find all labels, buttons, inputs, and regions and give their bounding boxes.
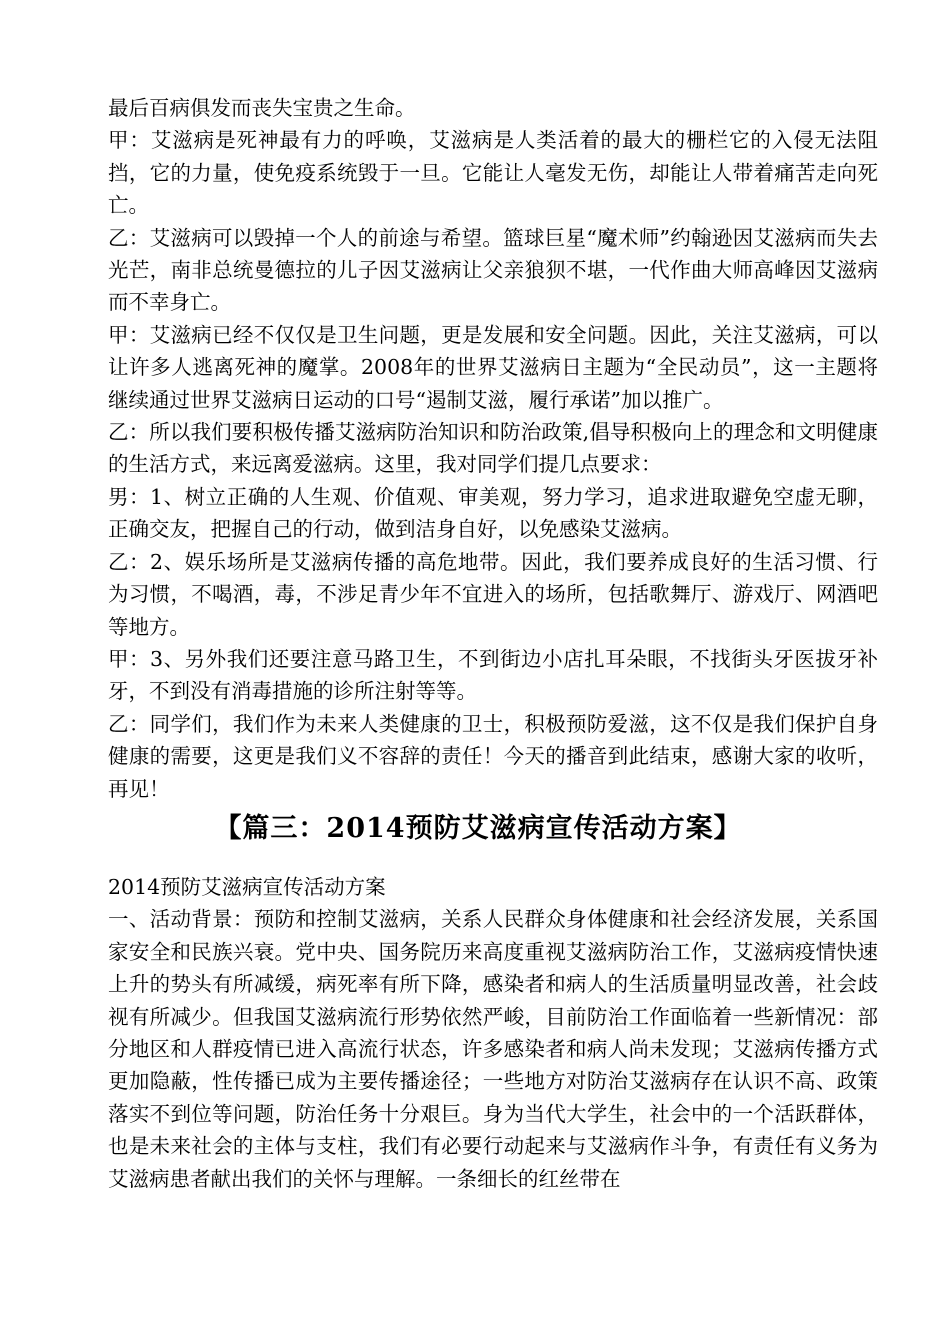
section-title: 【篇三：2014预防艾滋病宣传活动方案】 <box>214 813 742 844</box>
plan-section <box>108 871 878 1195</box>
paragraph: 乙：所以我们要积极传播艾滋病防治知识和防治政策,倡导积极向上的理念和文明健康的生活方式，来远离爱滋病。这里，我对同学们提几点要求： <box>108 420 878 477</box>
paragraph: 甲：艾滋病是死神最有力的呼唤，艾滋病是人类活着的最大的栅栏它的入侵无法阻挡，它的力量，使免疫系统毁于一旦。它能让人毫发无伤，却能让人带着痛苦走向死亡。 <box>108 128 878 218</box>
paragraph: 甲：艾滋病已经不仅仅是卫生问题，更是发展和安全问题。因此，关注艾滋病，可以让许多人逃离死神的魔掌。2008年的世界艾滋病日主题为“全民动员”，这一主题将继续通过世界艾滋病日运动的口号“遏制艾滋，履行承诺”加以推广。 <box>108 322 878 412</box>
paragraph: 乙：2、娱乐场所是艾滋病传播的高危地带。因此，我们要养成良好的生活习惯、行为习惯，不喝酒，毒，不涉足青少年不宜进入的场所，包括歌舞厅、游戏厅、网酒吧等地方。 <box>108 549 878 639</box>
paragraph: 甲：3、另外我们还要注意马路卫生，不到街边小店扎耳朵眼，不找街头牙医拔牙补牙，不到没有消毒措施的诊所注射等等。 <box>108 646 878 704</box>
paragraph: 一、活动背景：预防和控制艾滋病，关系人民群众身体健康和社会经济发展，关系国家安全和民族兴衰。党中央、国务院历来高度重视艾滋病防治工作，艾滋病疫情快速上升的势头有所减缓，病死率有所下降，感染者和病人的生活质量明显改善，社会歧视有所减少。但我国艾滋病流行形势依然严峻，目前防治工作面临着一些新情况：部分地区和人群疫情已进入高流行状态，许多感染者和病人尚未发现；艾滋病传播方式更加隐蔽，性传播已成为主要传播途径；一些地方对防治艾滋病存在认识不高、政策落实不到位等问题，防治任务十分艰巨。身为当代大学生，社会中的一个活跃群体，也是未来社会的主体与支柱，我们有必要行动起来与艾滋病作斗争，有责任有义务为艾滋病患者献出我们的关怀与理解。一条细长的红丝带在 <box>108 907 878 1191</box>
paragraph: 乙：艾滋病可以毁掉一个人的前途与希望。篮球巨星“魔术师”约翰逊因艾滋病而失去光芒，南非总统曼德拉的儿子因艾滋病让父亲狼狈不堪，一代作曲大师高峰因艾滋病而不幸身亡。 <box>108 225 878 315</box>
paragraph: 最后百病俱发而丧失宝贵之生命。 <box>108 96 416 120</box>
paragraph: 男：1、树立正确的人生观、价值观、审美观，努力学习，追求进取避免空虚无聊，正确交友，把握自己的行动，做到洁身自好，以免感染艾滋病。 <box>108 484 878 542</box>
paragraph: 乙：同学们，我们作为未来人类健康的卫士，积极预防爱滋，这不仅是我们保护自身健康的需要，这更是我们义不容辞的责任！今天的播音到此结束，感谢大家的收听，再见！ <box>108 711 878 801</box>
dialogue-section <box>108 92 878 805</box>
subtitle: 2014预防艾滋病宣传活动方案 <box>108 875 386 899</box>
